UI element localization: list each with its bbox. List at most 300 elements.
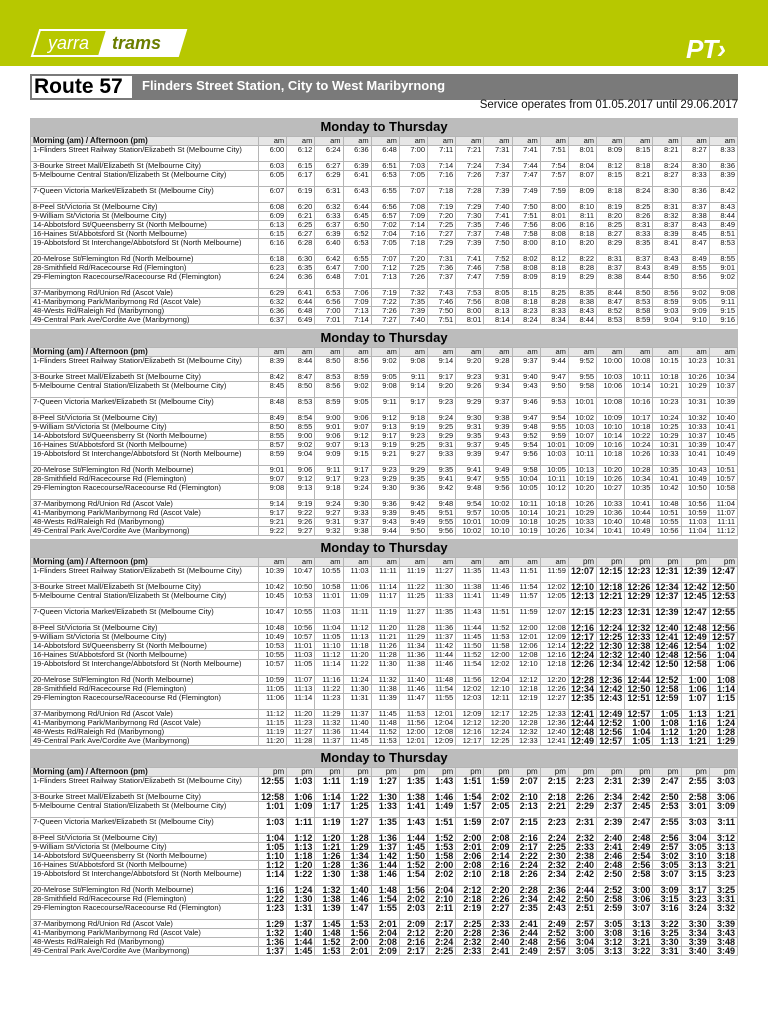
departure-time: 2:57 — [540, 947, 568, 956]
departure-time: 3:05 — [597, 920, 625, 929]
departure-time: 10:11 — [540, 475, 568, 484]
departure-time: 9:24 — [343, 484, 371, 500]
period-cell: am — [568, 348, 596, 357]
stop-name: 41-Maribyrnong Park/Maribyrnong Rd (Ascot Vale) — [31, 509, 259, 518]
departure-time: 11:17 — [371, 592, 399, 608]
departure-time: 10:45 — [259, 592, 287, 608]
departure-time: 2:12 — [456, 886, 484, 895]
departure-time: 1:40 — [287, 929, 315, 938]
departure-time: 8:06 — [540, 221, 568, 230]
departure-time: 1:10 — [259, 852, 287, 861]
stop-name: 3-Bourke Street Mall/Elizabeth St (Melbourne City) — [31, 793, 259, 802]
departure-time: 12:07 — [568, 567, 596, 583]
departure-time: 12:47 — [709, 567, 737, 583]
departure-time: 3:07 — [653, 870, 681, 886]
departure-time: 12:01 — [399, 737, 427, 746]
departure-time: 10:41 — [653, 475, 681, 484]
departure-time: 1:58 — [428, 852, 456, 861]
departure-time: 10:25 — [653, 423, 681, 432]
departure-time: 11:37 — [315, 737, 343, 746]
departure-time: 8:15 — [597, 171, 625, 187]
departure-time: 9:33 — [343, 509, 371, 518]
departure-time: 6:27 — [315, 162, 343, 171]
departure-time: 7:14 — [428, 162, 456, 171]
departure-time: 9:02 — [287, 441, 315, 450]
departure-time: 2:48 — [597, 861, 625, 870]
departure-time: 6:42 — [315, 255, 343, 264]
departure-time: 9:24 — [428, 414, 456, 423]
departure-time: 6:12 — [287, 146, 315, 162]
period-cell: am — [315, 137, 343, 146]
departure-time: 12:22 — [568, 642, 596, 651]
departure-time: 9:23 — [399, 432, 427, 441]
period-cell: am — [399, 137, 427, 146]
departure-time: 10:33 — [653, 450, 681, 466]
departure-time: 8:41 — [653, 239, 681, 255]
departure-time: 8:56 — [315, 382, 343, 398]
departure-time: 2:58 — [597, 895, 625, 904]
departure-time: 2:07 — [484, 818, 512, 834]
departure-time: 3:01 — [681, 802, 709, 818]
departure-time: 9:08 — [371, 382, 399, 398]
departure-time: 8:56 — [653, 289, 681, 298]
departure-time: 12:10 — [512, 660, 540, 676]
period-cell: am — [428, 558, 456, 567]
departure-time: 8:45 — [681, 230, 709, 239]
departure-time: 10:39 — [259, 567, 287, 583]
departure-time: 10:58 — [315, 583, 343, 592]
departure-time: 1:00 — [681, 676, 709, 685]
departure-time: 7:46 — [456, 264, 484, 273]
departure-time: 12:38 — [625, 642, 653, 651]
departure-time: 11:27 — [428, 567, 456, 583]
departure-time: 6:17 — [287, 171, 315, 187]
departure-time: 1:43 — [428, 777, 456, 793]
departure-time: 1:13 — [681, 710, 709, 719]
timetable-section — [30, 329, 738, 536]
departure-time: 12:14 — [540, 642, 568, 651]
period-cell: pm — [653, 558, 681, 567]
departure-time: 10:10 — [597, 423, 625, 432]
departure-time: 10:14 — [512, 509, 540, 518]
departure-time: 9:58 — [568, 382, 596, 398]
departure-time: 1:28 — [709, 728, 737, 737]
departure-time: 10:37 — [681, 432, 709, 441]
departure-time: 3:05 — [681, 843, 709, 852]
departure-time: 10:20 — [568, 484, 596, 500]
departure-time: 10:10 — [484, 527, 512, 536]
departure-time: 6:53 — [315, 289, 343, 298]
departure-time: 3:15 — [681, 870, 709, 886]
departure-time: 2:28 — [456, 929, 484, 938]
departure-time: 8:49 — [259, 414, 287, 423]
departure-time: 1:01 — [259, 802, 287, 818]
departure-time: 10:14 — [625, 382, 653, 398]
departure-time: 9:23 — [456, 373, 484, 382]
stop-name: 19-Abbotsford St Interchange/Abbotsford St (North Melbourne) — [31, 870, 259, 886]
stop-name: 29-Flemington Racecourse/Racecourse Rd (Flemington) — [31, 484, 259, 500]
departure-time: 12:41 — [540, 737, 568, 746]
stop-name: 14-Abbotsford St/Queensberry St (North Melbourne) — [31, 852, 259, 861]
departure-time: 6:31 — [315, 187, 343, 203]
table-row — [31, 221, 738, 230]
departure-time: 11:05 — [315, 633, 343, 642]
table-row — [31, 316, 738, 325]
departure-time: 11:53 — [399, 710, 427, 719]
departure-time: 8:18 — [625, 162, 653, 171]
period-cell: pm — [625, 768, 653, 777]
departure-time: 9:49 — [399, 518, 427, 527]
period-cell: am — [259, 137, 287, 146]
yarra-trams-logo — [30, 28, 188, 58]
departure-time: 8:25 — [540, 289, 568, 298]
departure-time: 12:57 — [597, 737, 625, 746]
period-header-row — [31, 768, 738, 777]
departure-time: 9:14 — [428, 357, 456, 373]
departure-time: 10:18 — [540, 500, 568, 509]
departure-time: 1:12 — [287, 834, 315, 843]
departure-time: 9:59 — [540, 432, 568, 441]
departure-time: 7:12 — [371, 264, 399, 273]
departure-time: 10:18 — [653, 373, 681, 382]
period-cell: am — [456, 558, 484, 567]
departure-time: 10:26 — [568, 500, 596, 509]
departure-time: 1:20 — [681, 728, 709, 737]
table-row — [31, 484, 738, 500]
departure-time: 2:50 — [568, 895, 596, 904]
stop-name: 19-Abbotsford St Interchange/Abbotsford St (North Melbourne) — [31, 239, 259, 255]
departure-time: 8:43 — [681, 221, 709, 230]
departure-time: 1:39 — [315, 904, 343, 920]
period-cell: pm — [568, 768, 596, 777]
departure-time: 1:40 — [343, 886, 371, 895]
departure-time: 9:07 — [343, 423, 371, 432]
departure-time: 2:38 — [568, 852, 596, 861]
departure-time: 1:49 — [428, 802, 456, 818]
departure-time: 11:32 — [371, 676, 399, 685]
departure-time: 8:31 — [625, 221, 653, 230]
departure-time: 1:15 — [709, 694, 737, 710]
departure-time: 7:20 — [428, 212, 456, 221]
departure-time: 2:20 — [428, 929, 456, 938]
period-cell: am — [315, 558, 343, 567]
departure-time: 9:04 — [653, 316, 681, 325]
departure-time: 12:44 — [625, 676, 653, 685]
departure-time: 8:38 — [597, 273, 625, 289]
departure-time: 7:31 — [484, 146, 512, 162]
period-cell: pm — [597, 768, 625, 777]
departure-time: 8:50 — [653, 273, 681, 289]
period-cell: am — [315, 348, 343, 357]
table-row — [31, 895, 738, 904]
departure-time: 8:18 — [568, 230, 596, 239]
departure-time: 2:15 — [540, 777, 568, 793]
departure-time: 12:39 — [653, 608, 681, 624]
departure-time: 10:13 — [568, 466, 596, 475]
departure-time: 2:03 — [399, 904, 427, 920]
departure-time: 9:37 — [484, 398, 512, 414]
brand-header — [0, 0, 768, 66]
departure-time: 1:27 — [343, 818, 371, 834]
departure-time: 9:21 — [259, 518, 287, 527]
departure-time: 12:18 — [540, 660, 568, 676]
departure-time: 6:24 — [315, 146, 343, 162]
stop-name: 9-William St/Victoria St (Melbourne City) — [31, 843, 259, 852]
departure-time: 7:36 — [428, 264, 456, 273]
departure-time: 11:44 — [343, 728, 371, 737]
departure-time: 8:35 — [625, 239, 653, 255]
departure-time: 1:20 — [315, 834, 343, 843]
departure-time: 9:33 — [428, 450, 456, 466]
table-row — [31, 870, 738, 886]
departure-time: 10:42 — [259, 583, 287, 592]
departure-time: 9:34 — [484, 382, 512, 398]
departure-time: 11:11 — [343, 608, 371, 624]
departure-time: 6:44 — [343, 203, 371, 212]
departure-time: 3:32 — [709, 904, 737, 920]
departure-time: 2:09 — [371, 947, 399, 956]
stop-name: 5-Melbourne Central Station/Elizabeth St (Melbourne City) — [31, 382, 259, 398]
departure-time: 10:29 — [681, 382, 709, 398]
table-row — [31, 904, 738, 920]
departure-time: 3:30 — [653, 938, 681, 947]
route-title-bar — [30, 74, 738, 100]
departure-time: 8:28 — [540, 298, 568, 307]
departure-time: 2:18 — [456, 895, 484, 904]
departure-time: 10:09 — [484, 518, 512, 527]
departure-time: 9:05 — [681, 298, 709, 307]
departure-time: 12:06 — [512, 642, 540, 651]
departure-time: 2:18 — [484, 870, 512, 886]
departure-time: 10:15 — [653, 357, 681, 373]
departure-time: 2:32 — [540, 861, 568, 870]
departure-time: 9:08 — [259, 484, 287, 500]
departure-time: 1:33 — [371, 802, 399, 818]
departure-time: 8:55 — [709, 255, 737, 264]
departure-time: 12:59 — [653, 694, 681, 710]
departure-time: 8:53 — [315, 373, 343, 382]
departure-time: 9:29 — [399, 466, 427, 475]
departure-time: 9:35 — [456, 432, 484, 441]
departure-time: 7:59 — [540, 187, 568, 203]
departure-time: 11:40 — [399, 676, 427, 685]
departure-time: 10:53 — [259, 642, 287, 651]
departure-time: 8:53 — [287, 398, 315, 414]
departure-time: 8:24 — [625, 187, 653, 203]
departure-time: 3:09 — [653, 886, 681, 895]
departure-time: 12:31 — [653, 567, 681, 583]
departure-time: 9:26 — [456, 382, 484, 398]
departure-time: 7:43 — [428, 289, 456, 298]
departure-time: 10:56 — [287, 624, 315, 633]
departure-time: 1:45 — [287, 947, 315, 956]
departure-time: 10:11 — [625, 373, 653, 382]
departure-time: 1:22 — [343, 793, 371, 802]
departure-time: 9:19 — [371, 441, 399, 450]
departure-time: 2:22 — [512, 852, 540, 861]
departure-time: 9:48 — [456, 484, 484, 500]
departure-time: 8:27 — [653, 171, 681, 187]
period-cell: pm — [259, 768, 287, 777]
departure-time: 10:20 — [597, 466, 625, 475]
departure-time: 8:49 — [653, 264, 681, 273]
departure-time: 1:35 — [371, 818, 399, 834]
departure-time: 8:47 — [597, 298, 625, 307]
departure-time: 7:41 — [484, 212, 512, 221]
departure-time: 2:24 — [540, 834, 568, 843]
departure-time: 12:57 — [709, 633, 737, 642]
departure-time: 12:05 — [540, 592, 568, 608]
table-row — [31, 592, 738, 608]
departure-time: 9:35 — [399, 475, 427, 484]
departure-time: 6:53 — [343, 239, 371, 255]
departure-time: 1:22 — [259, 895, 287, 904]
departure-time: 12:26 — [540, 685, 568, 694]
departure-time: 8:35 — [568, 289, 596, 298]
departure-time: 7:21 — [456, 146, 484, 162]
departure-time: 2:25 — [540, 843, 568, 852]
period-header-row — [31, 137, 738, 146]
timetable — [30, 136, 738, 325]
stop-name: 1-Flinders Street Railway Station/Elizabeth St (Melbourne City) — [31, 146, 259, 162]
departure-time: 9:41 — [456, 466, 484, 475]
departure-time: 11:20 — [371, 624, 399, 633]
stop-name: 7-Queen Victoria Market/Elizabeth St (Melbourne City) — [31, 187, 259, 203]
departure-time: 11:37 — [343, 710, 371, 719]
departure-time: 10:55 — [315, 567, 343, 583]
departure-time: 12:44 — [568, 719, 596, 728]
departure-time: 11:03 — [343, 567, 371, 583]
departure-time: 11:53 — [484, 633, 512, 642]
departure-time: 9:02 — [343, 382, 371, 398]
departure-time: 8:02 — [512, 255, 540, 264]
departure-time: 10:21 — [653, 382, 681, 398]
departure-time: 10:01 — [568, 398, 596, 414]
period-cell: am — [259, 348, 287, 357]
departure-time: 1:21 — [709, 710, 737, 719]
departure-time: 10:41 — [597, 527, 625, 536]
departure-time: 1:50 — [399, 852, 427, 861]
departure-time: 12:24 — [597, 624, 625, 633]
departure-time: 9:56 — [428, 527, 456, 536]
route-description: Flinders Street Station, City to West Maribyrnong — [142, 78, 446, 93]
departure-time: 10:19 — [512, 527, 540, 536]
departure-time: 1:04 — [625, 728, 653, 737]
departure-time: 8:57 — [259, 441, 287, 450]
svg-text:trams: trams — [112, 33, 162, 53]
period-cell: am — [371, 137, 399, 146]
departure-time: 11:22 — [315, 685, 343, 694]
stop-name: 7-Queen Victoria Market/Elizabeth St (Melbourne City) — [31, 818, 259, 834]
departure-time: 6:13 — [259, 221, 287, 230]
section-title: Monday to Thursday — [30, 118, 738, 136]
departure-time: 1:29 — [259, 920, 287, 929]
departure-time: 3:07 — [625, 904, 653, 920]
departure-time: 12:58 — [259, 793, 287, 802]
departure-time: 1:34 — [343, 852, 371, 861]
departure-time: 8:32 — [653, 212, 681, 221]
departure-time: 10:32 — [681, 414, 709, 423]
departure-time: 10:02 — [484, 500, 512, 509]
departure-time: 11:21 — [371, 633, 399, 642]
departure-time: 9:57 — [456, 509, 484, 518]
departure-time: 8:59 — [625, 316, 653, 325]
departure-time: 12:56 — [597, 728, 625, 737]
table-row — [31, 886, 738, 895]
departure-time: 8:13 — [484, 307, 512, 316]
departure-time: 1:18 — [287, 852, 315, 861]
departure-time: 2:53 — [653, 802, 681, 818]
departure-time: 1:54 — [371, 895, 399, 904]
departure-time: 10:33 — [597, 500, 625, 509]
departure-time: 7:37 — [428, 273, 456, 289]
departure-time: 9:52 — [512, 432, 540, 441]
departure-time: 11:30 — [428, 583, 456, 592]
departure-time: 12:15 — [597, 567, 625, 583]
departure-time: 1:22 — [287, 870, 315, 886]
stop-name: 41-Maribyrnong Park/Maribyrnong Rd (Ascot Vale) — [31, 298, 259, 307]
table-row — [31, 239, 738, 255]
departure-time: 7:00 — [315, 307, 343, 316]
departure-time: 6:36 — [343, 146, 371, 162]
period-cell: pm — [399, 768, 427, 777]
departure-time: 8:59 — [259, 450, 287, 466]
departure-time: 9:38 — [484, 414, 512, 423]
departure-time: 12:19 — [512, 694, 540, 710]
departure-time: 9:15 — [709, 307, 737, 316]
departure-time: 12:56 — [709, 624, 737, 633]
period-header-label: Morning (am) / Afternoon (pm) — [31, 348, 259, 357]
stop-name: 29-Flemington Racecourse/Racecourse Rd (Flemington) — [31, 273, 259, 289]
departure-time: 9:54 — [540, 414, 568, 423]
departure-time: 2:24 — [428, 938, 456, 947]
departure-time: 10:45 — [709, 432, 737, 441]
table-row — [31, 676, 738, 685]
departure-time: 2:25 — [456, 920, 484, 929]
departure-time: 3:23 — [709, 870, 737, 886]
departure-time: 9:25 — [399, 441, 427, 450]
departure-time: 2:00 — [428, 861, 456, 870]
departure-time: 8:58 — [625, 307, 653, 316]
departure-time: 8:55 — [287, 423, 315, 432]
departure-time: 6:15 — [287, 162, 315, 171]
departure-time: 10:31 — [681, 398, 709, 414]
departure-time: 8:29 — [597, 239, 625, 255]
departure-time: 9:26 — [287, 518, 315, 527]
departure-time: 2:56 — [653, 834, 681, 843]
departure-time: 9:24 — [315, 500, 343, 509]
period-cell: pm — [512, 768, 540, 777]
departure-time: 2:02 — [399, 895, 427, 904]
departure-time: 3:02 — [653, 852, 681, 861]
departure-time: 1:53 — [343, 920, 371, 929]
departure-time: 2:04 — [428, 886, 456, 895]
departure-time: 12:09 — [540, 633, 568, 642]
departure-time: 9:03 — [653, 307, 681, 316]
departure-time: 9:14 — [399, 382, 427, 398]
table-row — [31, 802, 738, 818]
departure-time: 2:01 — [371, 920, 399, 929]
period-header-label: Morning (am) / Afternoon (pm) — [31, 137, 259, 146]
departure-time: 11:25 — [399, 592, 427, 608]
departure-time: 9:27 — [287, 527, 315, 536]
departure-time: 12:21 — [597, 592, 625, 608]
departure-time: 10:34 — [568, 527, 596, 536]
departure-time: 6:32 — [315, 203, 343, 212]
departure-time: 1:51 — [456, 777, 484, 793]
departure-time: 10:56 — [653, 527, 681, 536]
departure-time: 10:24 — [653, 414, 681, 423]
